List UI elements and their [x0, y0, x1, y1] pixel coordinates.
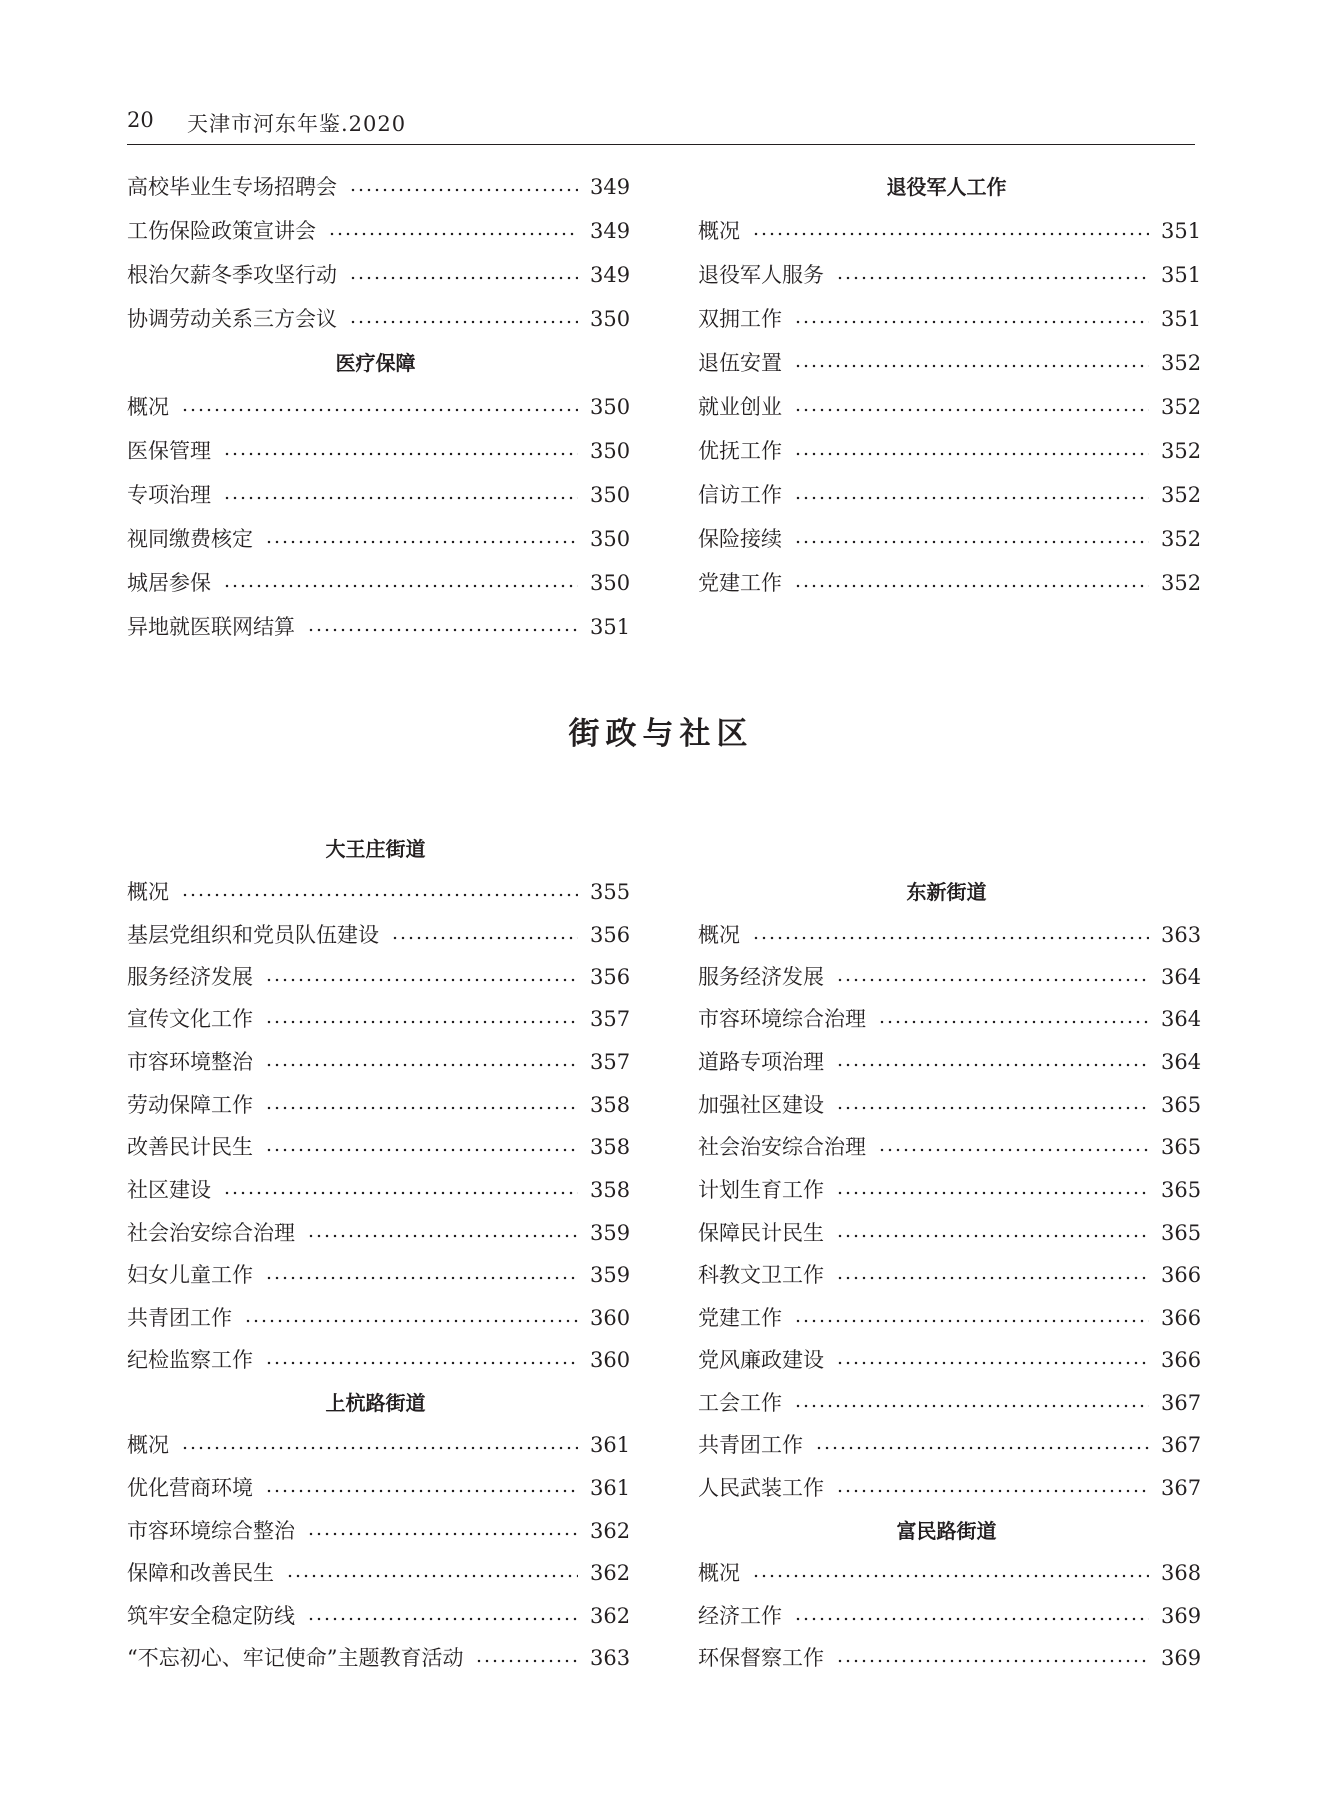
toc-entry-page: 352: [1161, 527, 1202, 551]
toc-entry[interactable]: [127, 1047, 631, 1077]
toc-entry-title: 服务经济发展: [127, 965, 253, 989]
toc-entry-title: 共青团工作: [698, 1433, 803, 1457]
toc-entry-page: 366: [1161, 1348, 1202, 1372]
toc-entry-page: 366: [1161, 1306, 1202, 1330]
section-heading-fuminlu: 富民路街道: [896, 1519, 997, 1543]
toc-entry-page: 349: [590, 219, 631, 243]
toc-entry-page: 363: [590, 1646, 631, 1670]
dot-leader: [223, 1191, 578, 1195]
toc-entry-page: 349: [590, 175, 631, 199]
dot-leader: [836, 1489, 1149, 1493]
toc-entry[interactable]: [127, 1643, 631, 1673]
toc-entry-title: 筑牢安全稳定防线: [127, 1604, 295, 1628]
dot-leader: [836, 1276, 1149, 1280]
toc-entry-page: 350: [590, 483, 631, 507]
toc-entry-title: 道路专项治理: [698, 1050, 824, 1074]
toc-entry-page: 366: [1161, 1263, 1202, 1287]
toc-entry-title: 概况: [127, 1433, 169, 1457]
dot-leader: [181, 1446, 578, 1450]
toc-entry-title: 共青团工作: [127, 1306, 232, 1330]
toc-entry-page: 365: [1161, 1093, 1202, 1117]
toc-entry-title: 经济工作: [698, 1604, 782, 1628]
toc-entry-page: 363: [1161, 923, 1202, 947]
toc-entry[interactable]: [698, 1218, 1202, 1248]
dot-leader: [878, 1148, 1149, 1152]
dot-leader: [836, 1063, 1149, 1067]
toc-entry-title: 优抚工作: [698, 439, 782, 463]
toc-entry-page: 349: [590, 263, 631, 287]
toc-entry-title: 保障民计民生: [698, 1221, 824, 1245]
toc-entry-page: 367: [1161, 1476, 1202, 1500]
toc-entry-page: 360: [590, 1306, 631, 1330]
toc-entry[interactable]: [127, 877, 631, 907]
toc-entry-title: 环保督察工作: [698, 1646, 824, 1670]
toc-entry[interactable]: [698, 1004, 1202, 1034]
toc-entry[interactable]: [698, 1303, 1202, 1333]
toc-entry[interactable]: [127, 1090, 631, 1120]
toc-entry-title: 市容环境综合整治: [127, 1519, 295, 1543]
toc-entry-page: 362: [590, 1519, 631, 1543]
toc-entry-title: 基层党组织和党员队伍建设: [127, 923, 379, 947]
dot-leader: [286, 1574, 578, 1578]
toc-entry-page: 356: [590, 965, 631, 989]
dot-leader: [836, 1659, 1149, 1663]
toc-entry-title: 党建工作: [698, 1306, 782, 1330]
toc-entry-page: 360: [590, 1348, 631, 1372]
toc-entry-title: “不忘初心、牢记使命”主题教育活动: [127, 1646, 464, 1670]
toc-entry[interactable]: [127, 1473, 631, 1503]
dot-leader: [265, 1063, 578, 1067]
toc-entry-page: 365: [1161, 1135, 1202, 1159]
section-heading-medical: 医疗保障: [335, 351, 416, 375]
toc-entry-page: 351: [1161, 263, 1202, 287]
section-heading-shanghanglu: 上杭路街道: [325, 1391, 426, 1415]
dot-leader: [265, 1020, 578, 1024]
dot-leader: [307, 1532, 578, 1536]
toc-entry[interactable]: [698, 1047, 1202, 1077]
toc-entry-page: 351: [1161, 219, 1202, 243]
toc-entry-page: 369: [1161, 1646, 1202, 1670]
dot-leader: [836, 1191, 1149, 1195]
toc-entry-page: 350: [590, 395, 631, 419]
dot-leader: [265, 978, 578, 982]
toc-entry[interactable]: [698, 1558, 1202, 1588]
toc-entry-page: 367: [1161, 1391, 1202, 1415]
toc-entry-title: 信访工作: [698, 483, 782, 507]
section-heading-dongxin: 东新街道: [906, 880, 987, 904]
toc-entry-title: 市容环境综合治理: [698, 1007, 866, 1031]
toc-entry-title: 异地就医联网结算: [127, 615, 295, 639]
dot-leader: [794, 1617, 1149, 1621]
toc-entry-title: 概况: [127, 880, 169, 904]
toc-entry[interactable]: [127, 1004, 631, 1034]
toc-entry[interactable]: [698, 920, 1202, 950]
toc-entry-page: 365: [1161, 1178, 1202, 1202]
toc-entry-title: 根治欠薪冬季攻坚行动: [127, 263, 337, 287]
toc-entry-title: 妇女儿童工作: [127, 1263, 253, 1287]
dot-leader: [391, 936, 578, 940]
toc-entry-page: 355: [590, 880, 631, 904]
toc-bottom-right-column: [698, 0, 1202, 1700]
toc-entry-page: 365: [1161, 1221, 1202, 1245]
toc-entry-title: 医保管理: [127, 439, 211, 463]
book-title: 天津市河东年鉴.2020: [187, 112, 407, 136]
dot-leader: [836, 978, 1149, 982]
toc-bottom-left-column: [127, 0, 631, 1700]
toc-entry[interactable]: [127, 1601, 631, 1631]
dot-leader: [836, 1106, 1149, 1110]
toc-entry-title: 计划生育工作: [698, 1178, 824, 1202]
toc-entry-page: 350: [590, 527, 631, 551]
toc-entry-page: 350: [590, 439, 631, 463]
toc-entry-title: 专项治理: [127, 483, 211, 507]
toc-entry[interactable]: [127, 1516, 631, 1546]
dot-leader: [307, 1617, 578, 1621]
dot-leader: [265, 1489, 578, 1493]
toc-entry-page: 369: [1161, 1604, 1202, 1628]
toc-entry[interactable]: [698, 1430, 1202, 1460]
toc-entry-title: 人民武装工作: [698, 1476, 824, 1500]
toc-entry-title: 就业创业: [698, 395, 782, 419]
dot-leader: [794, 1404, 1149, 1408]
toc-entry-page: 361: [590, 1476, 631, 1500]
toc-entry-title: 退伍安置: [698, 351, 782, 375]
toc-entry-title: 改善民计民生: [127, 1135, 253, 1159]
toc-entry[interactable]: [698, 1601, 1202, 1631]
toc-entry-title: 保险接续: [698, 527, 782, 551]
toc-entry-title: 概况: [698, 219, 740, 243]
toc-entry-page: 358: [590, 1093, 631, 1117]
toc-entry[interactable]: [698, 1388, 1202, 1418]
toc-entry-page: 352: [1161, 439, 1202, 463]
toc-entry-page: 364: [1161, 1007, 1202, 1031]
section-heading-veterans: 退役军人工作: [886, 175, 1007, 199]
toc-entry[interactable]: [698, 1090, 1202, 1120]
toc-entry-page: 362: [590, 1604, 631, 1628]
section-heading-dawangzhuang: 大王庄街道: [325, 837, 426, 861]
toc-entry-page: 362: [590, 1561, 631, 1585]
toc-entry-title: 城居参保: [127, 571, 211, 595]
toc-entry-title: 工伤保险政策宣讲会: [127, 219, 316, 243]
toc-entry[interactable]: [127, 1218, 631, 1248]
toc-entry[interactable]: [127, 1175, 631, 1205]
page-number: 20: [127, 108, 154, 132]
toc-entry-page: 356: [590, 923, 631, 947]
toc-entry-page: 359: [590, 1221, 631, 1245]
toc-entry-title: 工会工作: [698, 1391, 782, 1415]
dot-leader: [244, 1319, 578, 1323]
toc-entry-page: 352: [1161, 571, 1202, 595]
dot-leader: [265, 1361, 578, 1365]
part-title: 街政与社区: [568, 716, 754, 752]
toc-entry[interactable]: [127, 1430, 631, 1460]
toc-entry-title: 宣传文化工作: [127, 1007, 253, 1031]
toc-entry-title: 劳动保障工作: [127, 1093, 253, 1117]
toc-entry-page: 352: [1161, 395, 1202, 419]
toc-entry-page: 357: [590, 1007, 631, 1031]
dot-leader: [836, 1234, 1149, 1238]
toc-entry-page: 368: [1161, 1561, 1202, 1585]
toc-entry-title: 社会治安综合治理: [698, 1135, 866, 1159]
toc-entry-title: 概况: [698, 1561, 740, 1585]
toc-entry-page: 361: [590, 1433, 631, 1457]
toc-entry[interactable]: [127, 1303, 631, 1333]
toc-entry[interactable]: [698, 1260, 1202, 1290]
toc-entry-title: 退役军人服务: [698, 263, 824, 287]
toc-entry-page: 352: [1161, 351, 1202, 375]
dot-leader: [815, 1446, 1149, 1450]
dot-leader: [475, 1659, 578, 1663]
toc-entry-title: 保障和改善民生: [127, 1561, 274, 1585]
toc-entry[interactable]: [127, 1558, 631, 1588]
toc-entry[interactable]: [127, 920, 631, 950]
toc-entry[interactable]: [127, 962, 631, 992]
toc-entry-page: 350: [590, 307, 631, 331]
toc-entry-page: 350: [590, 571, 631, 595]
toc-entry[interactable]: [698, 1473, 1202, 1503]
toc-entry-title: 纪检监察工作: [127, 1348, 253, 1372]
toc-entry-page: 364: [1161, 965, 1202, 989]
toc-entry-page: 351: [1161, 307, 1202, 331]
toc-entry-page: 358: [590, 1135, 631, 1159]
dot-leader: [265, 1106, 578, 1110]
dot-leader: [794, 1319, 1149, 1323]
toc-entry-title: 概况: [698, 923, 740, 947]
dot-leader: [878, 1020, 1149, 1024]
dot-leader: [265, 1148, 578, 1152]
toc-entry[interactable]: [127, 1132, 631, 1162]
dot-leader: [307, 1234, 578, 1238]
toc-entry-title: 党建工作: [698, 571, 782, 595]
toc-entry-title: 概况: [127, 395, 169, 419]
dot-leader: [752, 1574, 1149, 1578]
toc-entry-title: 社会治安综合治理: [127, 1221, 295, 1245]
toc-entry-page: 358: [590, 1178, 631, 1202]
toc-entry-title: 协调劳动关系三方会议: [127, 307, 337, 331]
dot-leader: [836, 1361, 1149, 1365]
toc-entry[interactable]: [127, 1345, 631, 1375]
dot-leader: [265, 1276, 578, 1280]
toc-entry-title: 双拥工作: [698, 307, 782, 331]
toc-entry-title: 市容环境整治: [127, 1050, 253, 1074]
dot-leader: [752, 936, 1149, 940]
toc-entry[interactable]: [698, 962, 1202, 992]
toc-entry-page: 351: [590, 615, 631, 639]
toc-entry[interactable]: [698, 1175, 1202, 1205]
toc-entry-page: 359: [590, 1263, 631, 1287]
toc-entry-title: 科教文卫工作: [698, 1263, 824, 1287]
toc-entry-page: 352: [1161, 483, 1202, 507]
toc-entry-title: 服务经济发展: [698, 965, 824, 989]
toc-entry-title: 优化营商环境: [127, 1476, 253, 1500]
toc-entry[interactable]: [127, 1260, 631, 1290]
toc-entry-page: 367: [1161, 1433, 1202, 1457]
toc-entry-title: 视同缴费核定: [127, 527, 253, 551]
toc-entry-title: 党风廉政建设: [698, 1348, 824, 1372]
dot-leader: [181, 893, 578, 897]
toc-entry[interactable]: [698, 1132, 1202, 1162]
toc-entry[interactable]: [698, 1345, 1202, 1375]
toc-entry-title: 社区建设: [127, 1178, 211, 1202]
toc-entry-title: 高校毕业生专场招聘会: [127, 175, 337, 199]
toc-entry-page: 357: [590, 1050, 631, 1074]
toc-entry-title: 加强社区建设: [698, 1093, 824, 1117]
toc-entry-page: 364: [1161, 1050, 1202, 1074]
toc-entry[interactable]: [698, 1643, 1202, 1673]
